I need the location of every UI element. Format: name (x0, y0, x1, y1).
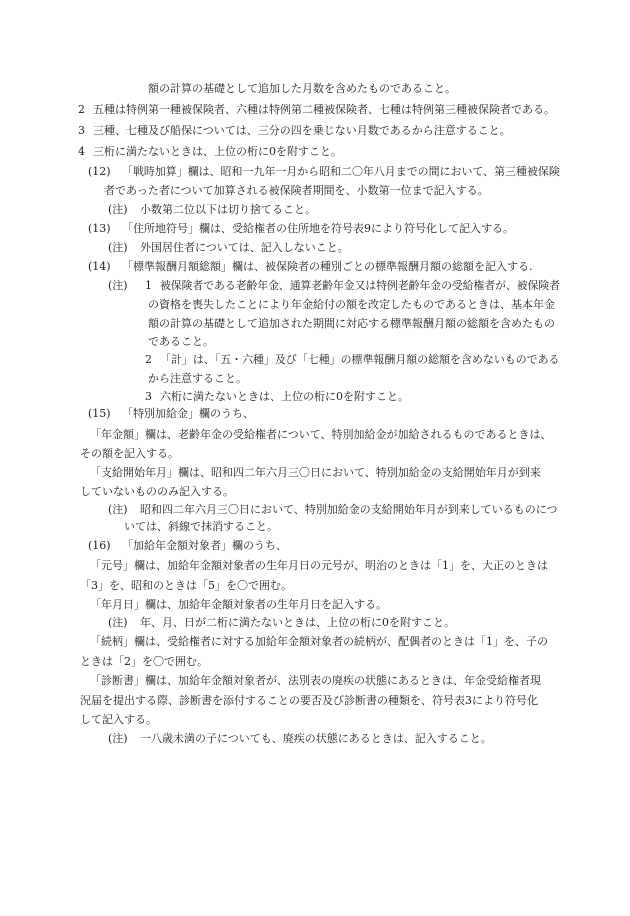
item-number: (12) (88, 165, 111, 178)
line-text: 三種、七種及び船保については、三分の四を乗じない月数であるから注意すること。 (93, 124, 511, 137)
line-text: 「続柄」欄は、受給権者に対する加給年金額対象者の続柄が、配偶者のときは「1」を、子の (90, 635, 548, 648)
line-text: 者であった者について加算される被保険者期間を、小数第一位まで記入する。 (104, 184, 489, 197)
line-text: 額の計算の基礎として追加された期間に対応する標準報酬月額の総額を含めたもの (148, 317, 555, 330)
line-text: 「計」は、「五・六種」及び「七種」の標準報酬月額の総額を含めないものである (160, 353, 560, 366)
line-text: の資格を喪失したことにより年金給付の額を改定したものであるときは、基本年金 (148, 298, 555, 311)
line-text: 「加給年金額対象者」欄のうち、 (122, 539, 287, 552)
line-text: ときは「2」を〇で囲む。 (80, 655, 208, 668)
line-text: 「診断書」欄は、加給年金額対象者が、法別表の廃疾の状態にあるときは、年金受給権者現 (90, 674, 541, 687)
line-text: して記入する。 (80, 713, 157, 726)
line-text: 「住所地符号」欄は、受給権者の住所地を符号表9により符号化して記入する。 (122, 222, 514, 235)
line-text: 額の計算の基礎として追加した月数を含めたものであること。 (148, 82, 456, 95)
note-number: 2 (145, 353, 152, 366)
line-text: 三桁に満たないときは、上位の桁に0を附すこと。 (93, 145, 342, 158)
line-text: 「戦時加算」欄は、昭和一九年一月から昭和二〇年八月までの間において、第三種被保険 (122, 165, 560, 178)
line-text: 六桁に満たないときは、上位の桁に0を附すこと。 (160, 390, 409, 403)
line-text: から注意すること。 (148, 372, 247, 385)
line-text: 一八歳未満の子についても、廃疾の状態にあるときは、記入すること。 (140, 732, 492, 745)
line-text: 況届を提出する際、診断書を添付することの要否及び診断書の種類を、符号表3により符号化 (80, 694, 538, 707)
line-text: 「元号」欄は、加給年金額対象者の生年月日の元号が、明治のときは「1」を、大正のときは (90, 559, 548, 572)
line-text: 「標準報酬月額総額」欄は、被保険者の種別ごとの標準報酬月額の総額を記入する. (122, 260, 533, 273)
note-number: 3 (145, 390, 152, 403)
item-number: (15) (88, 407, 111, 420)
line-text: その額を記入する。 (80, 447, 179, 460)
item-number: (16) (88, 539, 111, 552)
item-number: 4 (78, 145, 85, 158)
line-text: 五種は特例第一種被保険者、六種は特例第二種被保険者、七種は特例第三種被保険者である。 (93, 103, 555, 116)
line-text: 小数第二位以下は切り捨てること。 (140, 203, 316, 216)
item-number: (注) (108, 503, 128, 516)
item-number: (注) (108, 732, 128, 745)
line-text: 昭和四二年六月三〇日において、特別加給金の支給開始年月が到来しているものにつ (140, 503, 558, 516)
item-number: (注) (108, 616, 128, 629)
note-number: 1 (145, 279, 152, 292)
line-text: いては、斜線で抹消すること。 (124, 520, 278, 533)
line-text: であること。 (148, 335, 214, 348)
item-number: 3 (78, 124, 85, 137)
line-text: 「年金額」欄は、老齢年金の受給権者について、特別加給金が加給されるものであるときは、 (90, 428, 552, 441)
item-number: (注) (108, 279, 128, 292)
line-text: していないもののみ記入する。 (80, 485, 234, 498)
item-number: (14) (88, 260, 111, 273)
item-number: (13) (88, 222, 111, 235)
item-number: (注) (108, 203, 128, 216)
line-text: 「3」を、昭和のときは「5」を〇で囲む。 (80, 579, 292, 592)
item-number: 2 (78, 103, 85, 116)
item-number: (注) (108, 241, 128, 254)
line-text: 「特別加給金」欄のうち、 (122, 407, 254, 420)
line-text: 被保険者である老齢年金、通算老齢年金又は特例老齢年金の受給権者が、被保険者 (160, 279, 560, 292)
line-text: 「支給開始年月」欄は、昭和四二年六月三〇日において、特別加給金の支給開始年月が到来 (90, 466, 541, 479)
line-text: 年、月、日が二桁に満たないときは、上位の桁に0を附すこと。 (140, 616, 455, 629)
line-text: 「年月日」欄は、加給年金額対象者の生年月日を記入する。 (90, 598, 387, 611)
line-text: 外国居住者については、記入しないこと。 (140, 241, 349, 254)
